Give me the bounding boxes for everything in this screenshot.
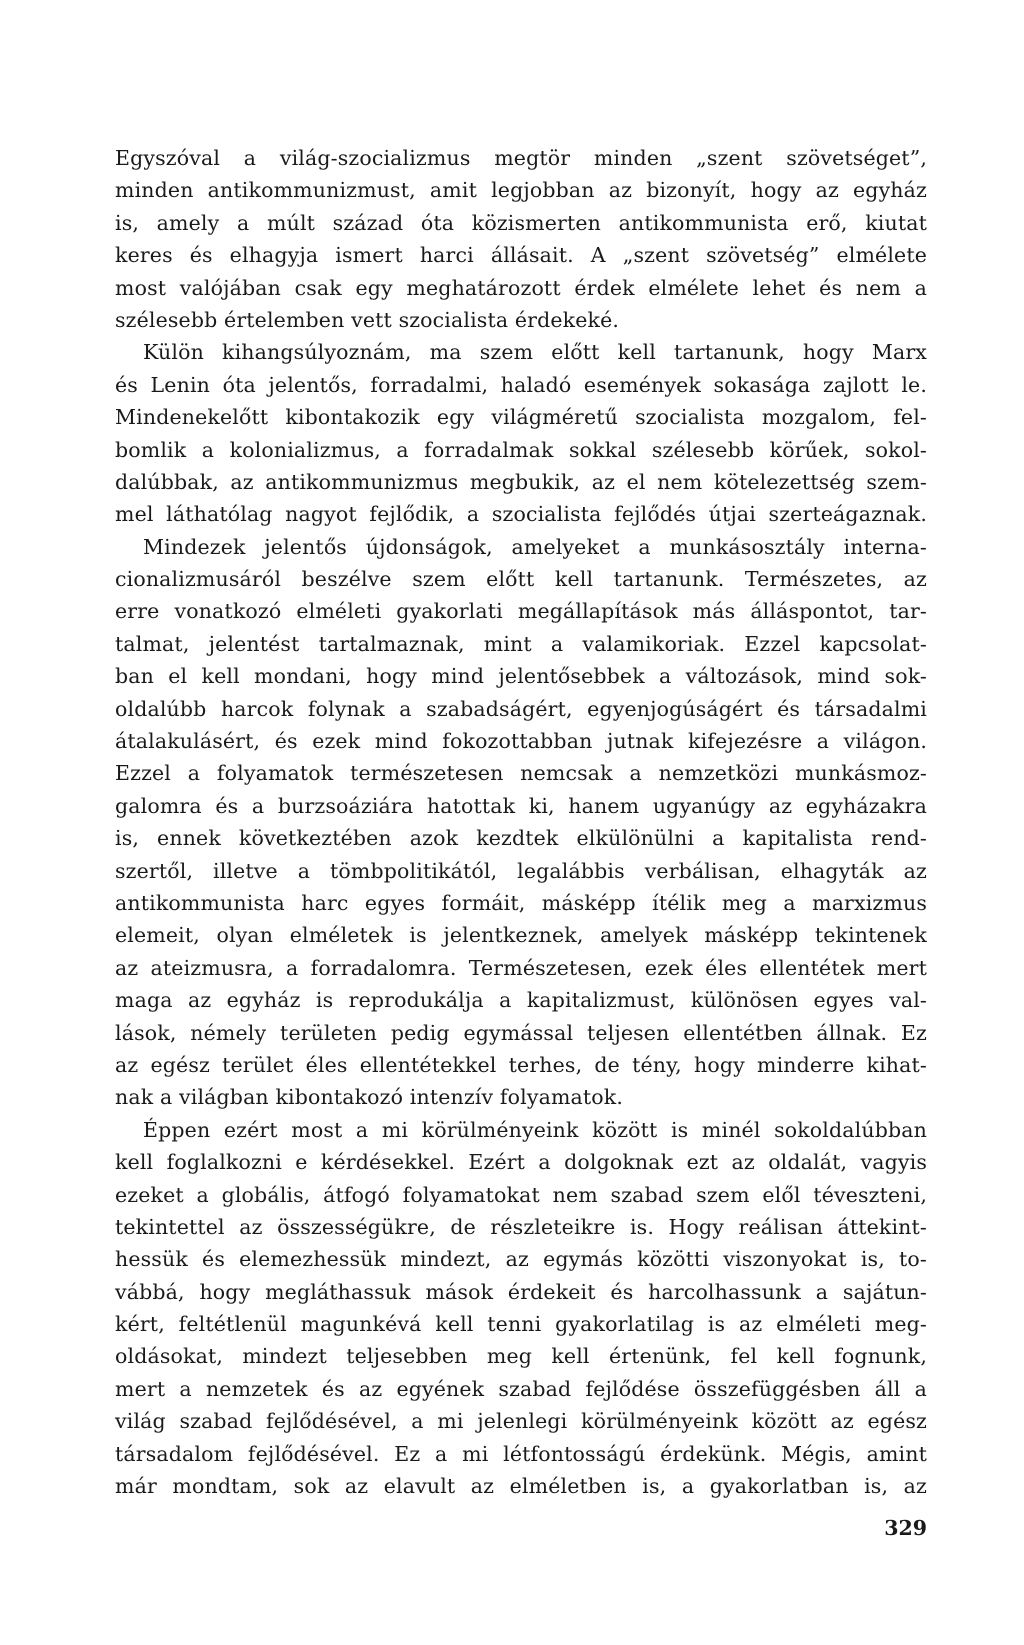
text-line: elemeit, olyan elméletek is jelentkeznek, amelyek másképp tekintenek xyxy=(115,923,927,948)
text-line: mel láthatólag nagyot fejlődik, a szocialista fejlődés útjai szerteágaznak. xyxy=(115,502,927,527)
page-body xyxy=(115,142,927,1592)
text-line: szertől, illetve a tömbpolitikától, legalábbis verbálisan, elhagyták az xyxy=(115,858,927,883)
text-line: Egyszóval a világ-szocializmus megtör minden „szent szövetséget”, xyxy=(115,146,927,170)
page-number: 329 xyxy=(884,1516,927,1540)
text-line: nak a világban kibontakozó intenzív folyamatok. xyxy=(115,1085,624,1110)
text-line: mert a nemzetek és az egyének szabad fejlődése összefüggésben áll a xyxy=(115,1376,927,1401)
text-line: bomlik a kolonializmus, a forradalmak sokkal szélesebb körűek, sokol- xyxy=(115,437,927,462)
text-line: dalúbbak, az antikommunizmus megbukik, az el nem kötelezettség szem- xyxy=(115,469,927,494)
text-line: Éppen ezért most a mi körülményeink között is minél sokoldalúbban xyxy=(143,1117,927,1142)
text-line: szélesebb értelemben vett szocialista érdekeké. xyxy=(115,307,620,332)
text-line: galomra és a burzsoáziára hatottak ki, hanem ugyanúgy az egyházakra xyxy=(115,793,927,818)
text-line: is, amely a múlt század óta közismerten antikommunista erő, kiutat xyxy=(115,210,927,235)
text-line: oldalúbb harcok folynak a szabadságért, egyenjogúságért és társadalmi xyxy=(115,696,927,721)
text-line: vábbá, hogy megláthassuk mások érdekeit és harcolhassunk a sajátun- xyxy=(115,1279,927,1304)
text-line: oldásokat, mindezt teljesebben meg kell értenünk, fel kell fognunk, xyxy=(115,1344,927,1369)
text-line: antikommunista harc egyes formáit, másképp ítélik meg a marxizmus xyxy=(115,890,927,915)
paragraph-1 xyxy=(115,142,927,336)
text-line: kell foglalkozni e kérdésekkel. Ezért a dolgoknak ezt az oldalát, vagyis xyxy=(115,1150,927,1175)
text-line: világ szabad fejlődésével, a mi jelenlegi körülményeink között az egész xyxy=(115,1409,927,1434)
text-line: az egész terület éles ellentétekkel terhes, de tény, hogy minderre kihat- xyxy=(115,1052,927,1077)
text-line: és Lenin óta jelentős, forradalmi, haladó események sokasága zajlott le. xyxy=(115,372,927,397)
text-line: tekintettel az összességükre, de részleteikre is. Hogy reálisan áttekint- xyxy=(115,1214,927,1239)
text-line: kért, feltétlenül magunkévá kell tenni gyakorlatilag is az elméleti meg- xyxy=(115,1312,927,1337)
text-line: maga az egyház is reprodukálja a kapitalizmust, különösen egyes val- xyxy=(115,988,927,1013)
text-line: hessük és elemezhessük mindezt, az egymás közötti viszonyokat is, to- xyxy=(115,1247,927,1272)
text-line: most valójában csak egy meghatározott érdek elmélete lehet és nem a xyxy=(115,275,927,300)
text-line: átalakulásért, és ezek mind fokozottabban jutnak kifejezésre a világon. xyxy=(115,729,927,754)
text-line: erre vonatkozó elméleti gyakorlati megállapítások más álláspontot, tar- xyxy=(115,599,927,624)
text-line: az ateizmusra, a forradalomra. Természetesen, ezek éles ellentétek mert xyxy=(115,955,927,980)
text-line: Külön kihangsúlyoznám, ma szem előtt kell tartanunk, hogy Marx xyxy=(143,340,927,365)
text-line: Mindenekelőtt kibontakozik egy világméretű szocialista mozgalom, fel- xyxy=(115,405,927,430)
text-line: társadalom fejlődésével. Ez a mi létfontosságú érdekünk. Mégis, amint xyxy=(115,1441,927,1466)
paragraph-4 xyxy=(115,1114,927,1503)
text-line: ban el kell mondani, hogy mind jelentősebbek a változások, mind sok- xyxy=(115,664,927,689)
text-line: minden antikommunizmust, amit legjobban az bizonyít, hogy az egyház xyxy=(115,178,927,203)
text-line: ezeket a globális, átfogó folyamatokat nem szabad szem elől téveszteni, xyxy=(115,1182,927,1207)
text-line: már mondtam, sok az elavult az elméletben is, a gyakorlatban is, az xyxy=(115,1474,927,1499)
text-line: Ezzel a folyamatok természetesen nemcsak a nemzetközi munkásmoz- xyxy=(115,761,927,786)
paragraph-3 xyxy=(115,531,927,1114)
text-line: lások, némely területen pedig egymással teljesen ellentétben állnak. Ez xyxy=(115,1020,927,1045)
text-line: Mindezek jelentős újdonságok, amelyeket a munkásosztály interna- xyxy=(143,534,927,559)
text-line: talmat, jelentést tartalmaznak, mint a valamikoriak. Ezzel kapcsolat- xyxy=(115,631,927,656)
text-line: is, ennek következtében azok kezdtek elkülönülni a kapitalista rend- xyxy=(115,826,927,851)
text-line: keres és elhagyja ismert harci állásait. A „szent szövetség” elmélete xyxy=(115,243,927,268)
text-line: cionalizmusáról beszélve szem előtt kell tartanunk. Természetes, az xyxy=(115,567,927,592)
paragraph-2 xyxy=(115,336,927,530)
